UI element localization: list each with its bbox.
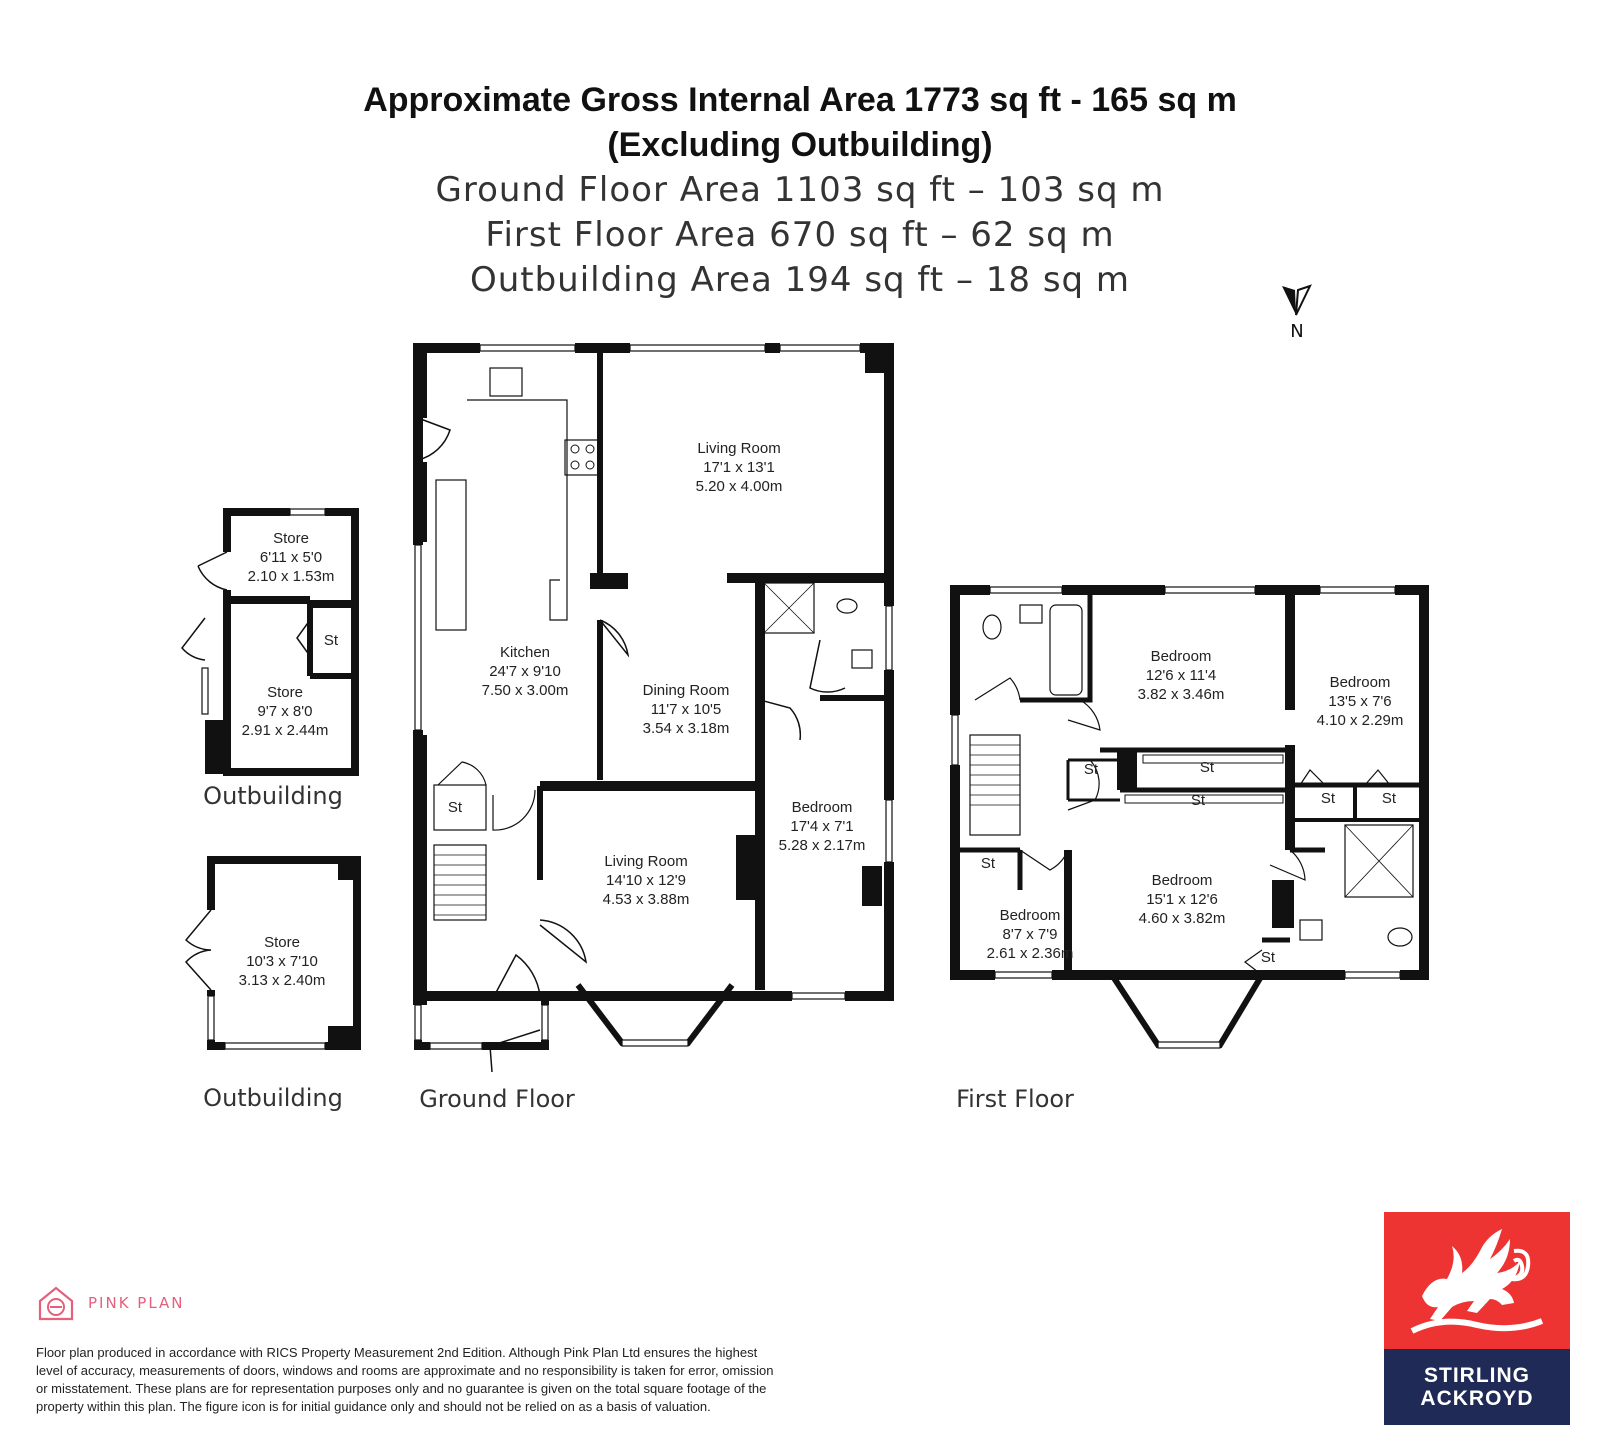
bedroom-ground-name: Bedroom — [791, 799, 853, 816]
house-logo-icon — [36, 1283, 76, 1323]
bedroom-ground-metric: 5.28 x 2.17m — [778, 837, 866, 854]
ff-cupboard-2: St — [1199, 759, 1215, 776]
ground-floor-area: Ground Floor Area 1103 sq ft – 103 sq m — [435, 170, 1165, 210]
disclaimer-line-1: Floor plan produced in accordance with RICS Property Measurement 2nd Edition. Although Pink Plan Ltd ensures the highest — [36, 1345, 758, 1360]
gross-area-title: Approximate Gross Internal Area 1773 sq ft - 165 sq m — [363, 81, 1237, 119]
ground-cupboard-label: St — [447, 799, 463, 816]
bedroom-ff2-metric: 4.10 x 2.29m — [1316, 712, 1404, 729]
compass-icon — [1282, 286, 1310, 342]
first-floor-area: First Floor Area 670 sq ft – 62 sq m — [485, 215, 1115, 255]
store-1-metric: 2.10 x 1.53m — [247, 568, 335, 585]
bedroom-ff3-metric: 4.60 x 3.82m — [1138, 910, 1226, 927]
brand-line-1: STIRLING — [1424, 1364, 1530, 1387]
ff-cupboard-3: St — [1190, 792, 1206, 809]
bedroom-ground-imperial: 17'4 x 7'1 — [790, 818, 854, 835]
bedroom-ff1-metric: 3.82 x 3.46m — [1137, 686, 1225, 703]
living-room-rear-metric: 5.20 x 4.00m — [695, 478, 783, 495]
store-1-name: Store — [273, 530, 309, 547]
store-1-cupboard: St — [323, 632, 339, 649]
ff-cupboard-5: St — [1381, 790, 1397, 807]
bedroom-ff2-imperial: 13'5 x 7'6 — [1328, 693, 1392, 710]
dining-room-imperial: 11'7 x 10'5 — [650, 701, 722, 718]
store-3-metric: 3.13 x 2.40m — [238, 972, 326, 989]
store-2-imperial: 9'7 x 8'0 — [257, 703, 313, 720]
living-room-front-name: Living Room — [604, 853, 688, 870]
ff-cupboard-4: St — [1320, 790, 1336, 807]
ground-floor-label: Ground Floor — [419, 1085, 575, 1113]
bedroom-ff3-name: Bedroom — [1151, 872, 1213, 889]
disclaimer-line-3: or misstatement. These plans are for representation purposes only and no guarantee is given on the total square footage of the — [36, 1381, 767, 1396]
dining-room-name: Dining Room — [642, 682, 730, 699]
bedroom-ff3-imperial: 15'1 x 12'6 — [1146, 891, 1218, 908]
ff-cupboard-6: St — [980, 855, 996, 872]
store-2-name: Store — [267, 684, 303, 701]
kitchen-name: Kitchen — [499, 644, 551, 661]
brand-top-panel — [1384, 1212, 1570, 1349]
living-room-front-imperial: 14'10 x 12'9 — [606, 872, 686, 889]
brand-bottom-panel — [1384, 1349, 1570, 1425]
gross-area-note: (Excluding Outbuilding) — [607, 126, 993, 164]
disclaimer-line-2: level of accuracy, measurements of doors, windows and rooms are approximate and no responsibility is taken for error, omission — [36, 1363, 774, 1378]
bedroom-ff4-metric: 2.61 x 2.36m — [986, 945, 1074, 962]
outbuilding-1-label: Outbuilding — [203, 782, 343, 810]
kitchen-metric: 7.50 x 3.00m — [481, 682, 569, 699]
outbuilding-area: Outbuilding Area 194 sq ft – 18 sq m — [469, 260, 1131, 300]
pink-plan-name: PINK PLAN — [88, 1294, 185, 1312]
store-1-imperial: 6'11 x 5'0 — [259, 549, 323, 566]
ff-cupboard-1: St — [1083, 761, 1099, 778]
bedroom-ff2-name: Bedroom — [1329, 674, 1391, 691]
store-3-imperial: 10'3 x 7'10 — [246, 953, 318, 970]
living-room-rear-name: Living Room — [697, 440, 781, 457]
store-3-name: Store — [264, 934, 300, 951]
pink-plan-logo — [36, 1283, 185, 1323]
dining-room-metric: 3.54 x 3.18m — [642, 720, 730, 737]
bedroom-ff4-imperial: 8'7 x 7'9 — [1002, 926, 1058, 943]
compass-label: N — [1290, 321, 1304, 342]
bedroom-ff4-name: Bedroom — [999, 907, 1061, 924]
living-room-front-metric: 4.53 x 3.88m — [602, 891, 690, 908]
griffin-icon — [1402, 1221, 1552, 1341]
first-floor-label: First Floor — [956, 1085, 1074, 1113]
outbuilding-2-label: Outbuilding — [203, 1084, 343, 1112]
bedroom-ff1-imperial: 12'6 x 11'4 — [1145, 667, 1217, 684]
living-room-rear-imperial: 17'1 x 13'1 — [703, 459, 775, 476]
brand-line-2: ACKROYD — [1420, 1387, 1534, 1410]
stirling-ackroyd-logo — [1384, 1212, 1570, 1425]
store-2-metric: 2.91 x 2.44m — [241, 722, 329, 739]
disclaimer — [36, 1344, 936, 1416]
bedroom-ff1-name: Bedroom — [1150, 648, 1212, 665]
disclaimer-line-4: property within this plan. The figure icon is for initial guidance only and should not be relied on as a basis of valuation. — [36, 1399, 711, 1414]
kitchen-imperial: 24'7 x 9'10 — [489, 663, 561, 680]
ff-cupboard-7: St — [1260, 949, 1276, 966]
